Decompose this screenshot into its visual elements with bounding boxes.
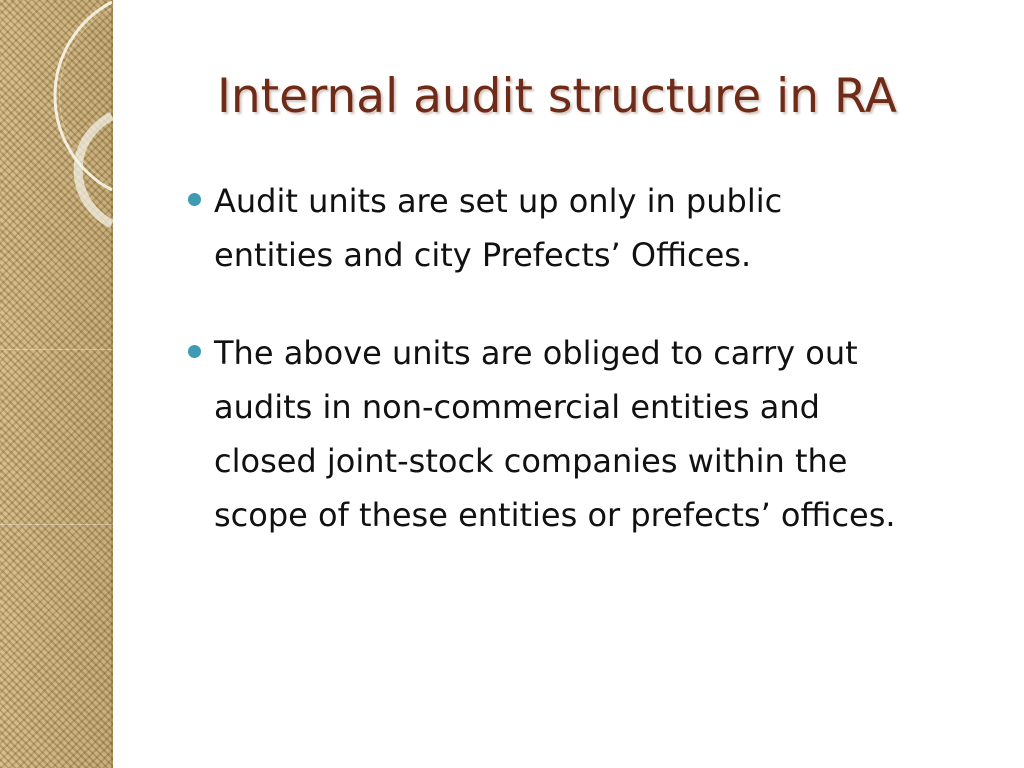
- bullet-dot-icon: [188, 193, 201, 206]
- bullet-dot-icon: [188, 345, 201, 358]
- bullet-text: [214, 326, 998, 542]
- bullet-line: scope of these entities or prefects’ offices.: [214, 496, 896, 534]
- texture-edge: [111, 0, 113, 768]
- bullet-line: Audit units are set up only in public: [214, 182, 783, 220]
- burlap-texture-panel: [0, 0, 113, 768]
- bullet-item: [188, 174, 998, 282]
- texture-divider: [0, 349, 113, 350]
- bullet-line: entities and city Prefects’ Offices.: [214, 236, 752, 274]
- bullet-line: closed joint-stock companies within the: [214, 442, 848, 480]
- bullet-line: audits in non-commercial entities and: [214, 388, 820, 426]
- bullet-item: [188, 326, 998, 542]
- bullet-list: [188, 174, 998, 586]
- bullet-line: The above units are obliged to carry out: [214, 334, 858, 372]
- slide-title: Internal audit structure in RA: [217, 69, 897, 124]
- texture-divider: [0, 524, 113, 525]
- bullet-text: [214, 174, 998, 282]
